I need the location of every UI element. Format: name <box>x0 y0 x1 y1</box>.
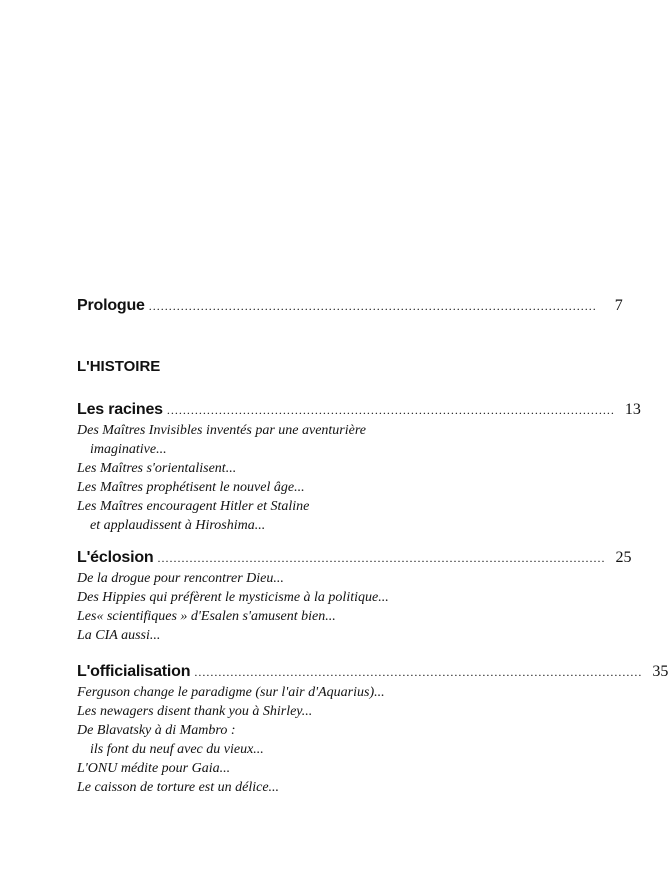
toc-entry-chapter[interactable] <box>77 663 668 681</box>
subtopic-line: Les Maîtres prophétisent le nouvel âge... <box>77 480 305 495</box>
toc-entry-prologue[interactable] <box>77 297 623 315</box>
subtopic-line: Les Maîtres s'orientalisent... <box>77 461 237 476</box>
chapter-subtopics <box>77 569 477 645</box>
dot-leader: ................................................................................................................ <box>194 665 643 679</box>
subtopic-line: Les Maîtres encouragent Hitler et Staline <box>77 499 310 514</box>
page-number: 35 <box>652 663 668 680</box>
page-number: 13 <box>624 401 641 418</box>
subtopic-line: ils font du neuf avec du vieux... <box>90 742 264 757</box>
subtopic-line: Des Hippies qui préfèrent le mysticisme à la politique... <box>77 590 389 605</box>
dot-leader: ................................................................................................................ <box>157 551 606 565</box>
subtopic-line: et applaudissent à Hiroshima... <box>90 518 266 533</box>
chapter-title: Prologue <box>77 297 145 314</box>
subtopic-line: Les newagers disent thank you à Shirley... <box>77 704 313 719</box>
section-heading: L'HISTOIRE <box>77 358 161 375</box>
chapter-subtopics <box>77 683 477 797</box>
subtopic-line: De Blavatsky à di Mambro : <box>77 723 236 738</box>
subtopic-line: L'ONU médite pour Gaia... <box>77 761 231 776</box>
subtopic-line: Ferguson change le paradigme (sur l'air d'Aquarius)... <box>77 685 385 700</box>
page-number: 7 <box>614 297 623 314</box>
chapter-title: L'officialisation <box>77 663 191 680</box>
dot-leader: ................................................................................................................ <box>148 299 597 313</box>
chapter-subtopics <box>77 421 477 535</box>
chapter-title: Les racines <box>77 401 163 418</box>
dot-leader: ................................................................................................................ <box>166 403 615 417</box>
subtopic-line: Des Maîtres Invisibles inventés par une aventurière <box>77 423 367 438</box>
subtopic-line: La CIA aussi... <box>77 628 161 643</box>
page-number: 25 <box>615 549 632 566</box>
subtopic-line: Le caisson de torture est un délice... <box>77 780 280 795</box>
subtopic-line: Les« scientifiques » d'Esalen s'amusent bien... <box>77 609 336 624</box>
subtopic-line: De la drogue pour rencontrer Dieu... <box>77 571 284 586</box>
toc-entry-chapter[interactable] <box>77 549 632 567</box>
subtopic-line: imaginative... <box>90 442 167 457</box>
toc-entry-chapter[interactable] <box>77 401 641 419</box>
chapter-title: L'éclosion <box>77 549 154 566</box>
